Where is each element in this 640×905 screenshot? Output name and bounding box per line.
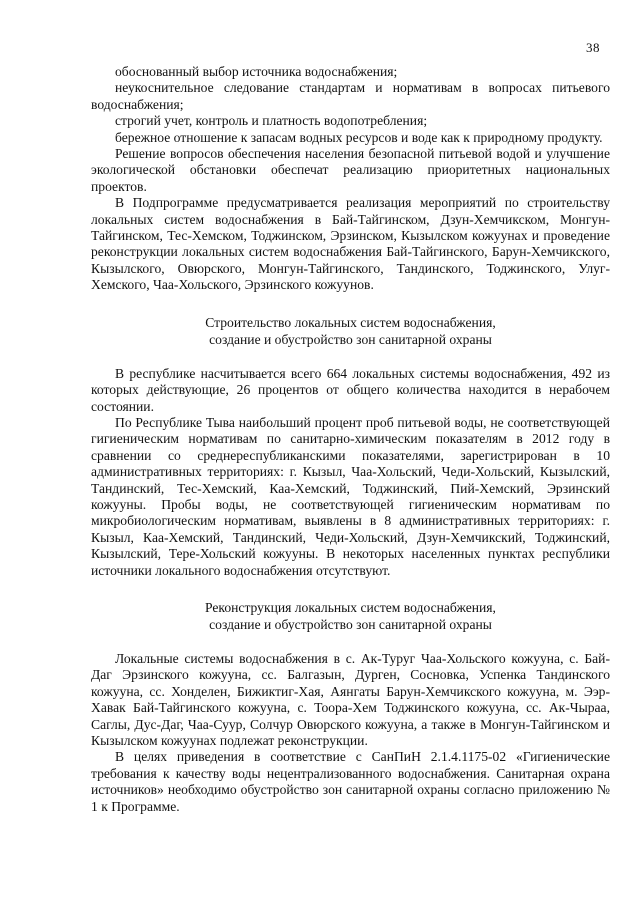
paragraph-water-quality: По Республике Тыва наибольший процент проб питьевой воды, не соответствующей гигиеническим нормативам по санитарно-химическим показателям в 2012 году в сравнении со среднереспубликанскими показателями, зарегистрирован в 10 административных территориях: г. Кызыл, Чаа-Хольский, Чеди-Хольский, Кызылский, Тандинский, Тес-Хемский, Каа-Хемский, Тоджинский, Пий-Хемский, Эрзинский кожууны. Пробы воды, не соответствующей гигиеническим нормативам по микробиологическим нормативам, выявлены в 8 административных территориях: г. Кызыл, Каа-Хемский, Тандинский, Чеди-Хольский, Дзун-Хемчикский, Тоджинский, Кызылский, Тере-Хольский кожууны. В некоторых населенных пунктах республики источники локального водоснабжения отсутствуют. xyxy=(91,414,610,578)
heading-line: Строительство локальных систем водоснабжения, xyxy=(205,314,496,330)
paragraph-system-count: В республике насчитывается всего 664 локальных системы водоснабжения, 492 из которых действующие, 26 процентов от общего количества находится в нерабочем состоянии. xyxy=(91,365,610,414)
heading-line: Реконструкция локальных систем водоснабжения, xyxy=(205,599,496,615)
heading-line: создание и обустройство зон санитарной охраны xyxy=(209,617,492,633)
paragraph-accounting-control: строгий учет, контроль и платность водопотребления; xyxy=(115,113,428,129)
heading-line: создание и обустройство зон санитарной охраны xyxy=(209,332,492,348)
paragraph-solution-outcome: Решение вопросов обеспечения населения безопасной питьевой водой и улучшение экологической обстановки обеспечат реализацию приоритетных национальных проектов. xyxy=(91,146,610,194)
paragraph-reconstruction-list: Локальные системы водоснабжения в с. Ак-Туруг Чаа-Хольского кожууна, с. Бай-Даг Эрзинского кожууна, сс. Балгазын, Дурген, Сосновка, Успенка Тандинского кожууна, сс. Хонделен, Бижиктиг-Хая, Аянгаты Барун-Хемчикского кожууна, м. Ээр-Хавак Бай-Тайгинского кожууна, с. Тоора-Хем Тоджинского кожууна, сс. Ак-Чыраа, Саглы, Дус-Даг, Чаа-Суур, Солчур Овюрского кожууна, а также в Монгун-Тайгинском и Кызылском кожуунах подлежат реконструкции. xyxy=(91,650,610,748)
page-number: 38 xyxy=(586,40,600,55)
paragraph-subprogram-measures: В Подпрограмме предусматривается реализация мероприятий по строительству локальных систем водоснабжения в Бай-Тайгинском, Дзун-Хемчикском, Монгун-Тайгинском, Тес-Хемском, Тоджинском, Эрзинском, Кызылском кожуунах и проведение реконструкции локальных систем водоснабжения Бай-Тайгинского, Барун-Хемчикского, Кызылского, Овюрского, Монгун-Тайгинского, Тандинского, Тоджинского, Улуг-Хемского, Чаа-Хольского, Эрзинского кожуунов. xyxy=(91,195,610,293)
paragraph-standards-compliance: неукоснительное следование стандартам и нормативам в вопросах питьевого водоснабжения; xyxy=(91,80,610,112)
section-heading-reconstruction xyxy=(91,599,610,634)
document-body xyxy=(91,64,610,815)
paragraph-water-source-choice: обоснованный выбор источника водоснабжения; xyxy=(115,64,398,79)
section-heading-construction xyxy=(91,314,610,349)
paragraph-sanpin-compliance: В целях приведения в соответствие с СанПиН 2.1.4.1175-02 «Гигиенические требования к качеству воды нецентрализованного водоснабжения. Санитарная охрана источников» необходимо обустройство зон санитарной охраны согласно приложению № 1 к Программе. xyxy=(91,749,610,814)
paragraph-careful-attitude: бережное отношение к запасам водных ресурсов и воде как к природному продукту. xyxy=(115,129,603,145)
